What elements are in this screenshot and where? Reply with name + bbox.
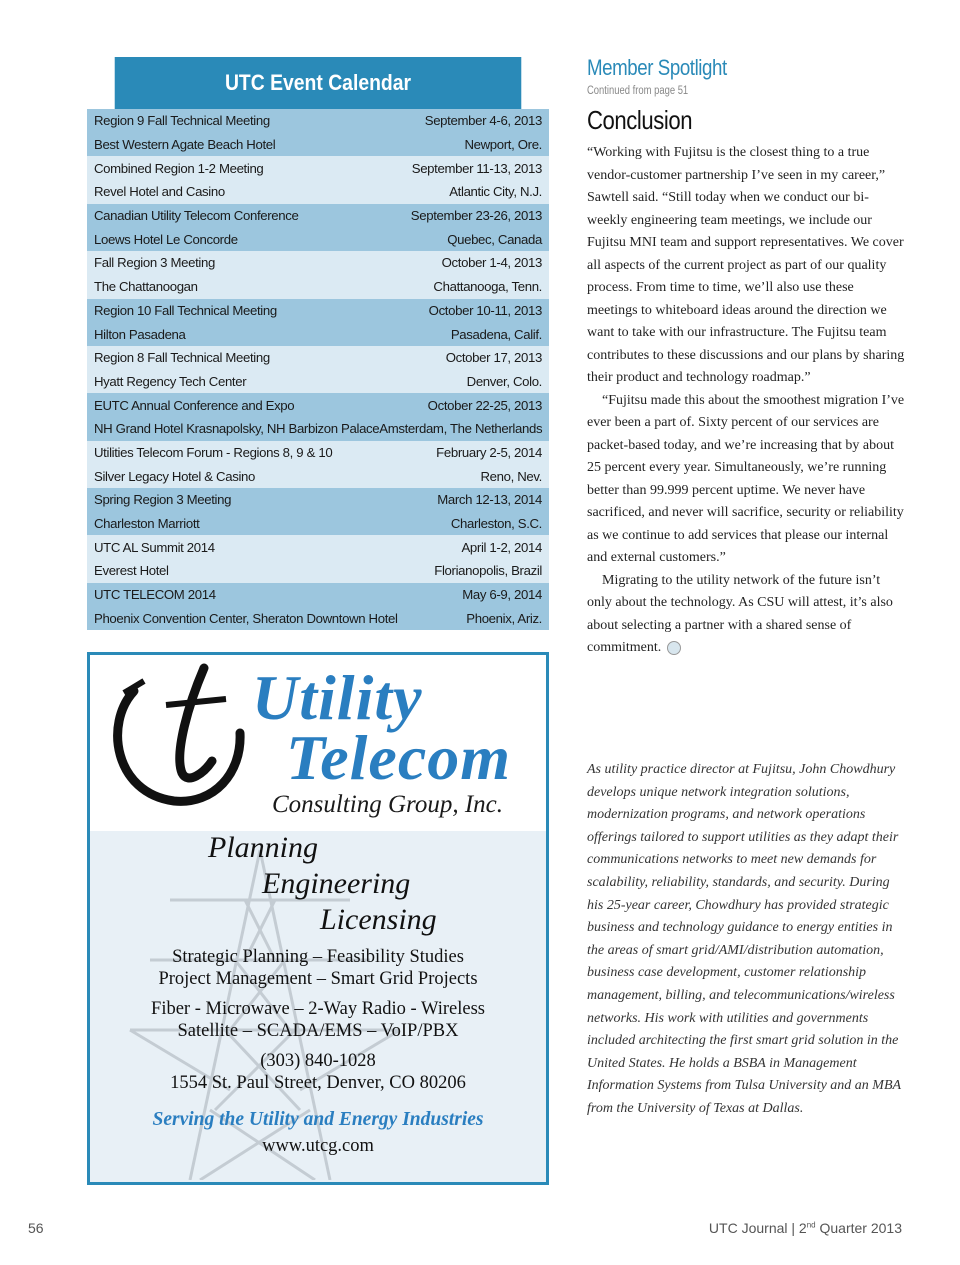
- event-detail: September 23-26, 2013: [410, 208, 542, 224]
- article-body: [587, 142, 905, 660]
- event-name: Everest Hotel: [94, 563, 169, 579]
- event-detail: Phoenix, Ariz.: [466, 610, 542, 626]
- service-licensing: Licensing: [320, 903, 437, 936]
- event-name: Region 8 Fall Technical Meeting: [94, 350, 270, 366]
- event-name: Canadian Utility Telecom Conference: [94, 208, 299, 224]
- event-name: UTC TELECOM 2014: [94, 587, 216, 603]
- calendar-row: [87, 180, 549, 204]
- event-calendar: [87, 57, 549, 637]
- calendar-row: [87, 204, 549, 228]
- ad-address: 1554 St. Paul Street, Denver, CO 80206: [170, 1073, 466, 1093]
- calendar-row: [87, 156, 549, 180]
- event-detail: Florianopolis, Brazil: [434, 563, 542, 579]
- journal-footer: [709, 1220, 902, 1236]
- calendar-row: [87, 133, 549, 157]
- event-name: NH Grand Hotel Krasnapolsky, NH Barbizon Palace: [94, 421, 380, 437]
- service-engineering: Engineering: [262, 867, 411, 900]
- ad-tagline: Serving the Utility and Energy Industries: [152, 1109, 484, 1130]
- calendar-title: UTC Event Calendar: [115, 57, 522, 109]
- event-detail: September 11-13, 2013: [411, 160, 542, 176]
- calendar-row: [87, 322, 549, 346]
- continued-note: Continued from page 51: [587, 85, 689, 97]
- ordinal-suffix: nd: [806, 1220, 816, 1230]
- ad-line-strategic: Strategic Planning – Feasibility Studies: [172, 947, 464, 967]
- ad-website: www.utcg.com: [262, 1136, 374, 1156]
- event-name: Hyatt Regency Tech Center: [94, 373, 247, 389]
- event-name: Loews Hotel Le Concorde: [94, 231, 238, 247]
- event-detail: October 1-4, 2013: [441, 255, 542, 271]
- event-detail: Quebec, Canada: [447, 231, 542, 247]
- article-paragraph-text: Migrating to the utility network of the future isn’t only about the technology. As CSU will attest, it’s also about selecting a partner with a shared sense of commitment.: [587, 572, 893, 655]
- event-detail: May 6-9, 2014: [462, 587, 542, 603]
- event-name: The Chattanoogan: [94, 279, 198, 295]
- logo-word-utility: Utility: [252, 662, 423, 733]
- utility-telecom-ad: [87, 652, 549, 1185]
- event-name: Best Western Agate Beach Hotel: [94, 137, 276, 153]
- event-detail: Pasadena, Calif.: [450, 326, 542, 342]
- article-column: [587, 55, 905, 660]
- journal-name: UTC Journal | 2: [708, 1220, 807, 1236]
- calendar-row: [87, 275, 549, 299]
- calendar-row: [87, 441, 549, 465]
- calendar-row: [87, 227, 549, 251]
- article-paragraph-last: [587, 570, 905, 660]
- event-detail: October 10-11, 2013: [428, 302, 542, 318]
- calendar-row: [87, 464, 549, 488]
- calendar-row: [87, 346, 549, 370]
- event-name: Fall Region 3 Meeting: [94, 255, 215, 271]
- event-name: Silver Legacy Hotel & Casino: [94, 468, 255, 484]
- calendar-row: [87, 109, 549, 133]
- page-number: 56: [28, 1220, 44, 1236]
- event-detail: Newport, Ore.: [464, 137, 542, 153]
- article-heading: Conclusion: [587, 105, 693, 135]
- calendar-row: [87, 488, 549, 512]
- event-detail: Denver, Colo.: [466, 373, 542, 389]
- calendar-row: [87, 606, 549, 630]
- calendar-row: [87, 417, 549, 441]
- logo-word-telecom: Telecom: [286, 722, 511, 793]
- ad-line-fiber: Fiber - Microwave – 2-Way Radio - Wireless: [151, 999, 485, 1019]
- end-mark-icon: [667, 641, 681, 655]
- ad-line-satellite: Satellite – SCADA/EMS – VoIP/PBX: [177, 1021, 459, 1041]
- company-name: Consulting Group, Inc.: [272, 791, 504, 818]
- calendar-rows: [87, 109, 549, 630]
- event-detail: February 2-5, 2014: [436, 444, 542, 460]
- service-planning: Planning: [208, 831, 318, 864]
- calendar-row: [87, 512, 549, 536]
- section-title: Member Spotlight: [587, 55, 727, 80]
- event-name: Utilities Telecom Forum - Regions 8, 9 & 10: [94, 444, 333, 460]
- event-detail: Amsterdam, The Netherlands: [379, 421, 543, 437]
- event-detail: April 1-2, 2014: [461, 539, 542, 555]
- calendar-row: [87, 535, 549, 559]
- calendar-row: [87, 393, 549, 417]
- calendar-row: [87, 251, 549, 275]
- author-bio: As utility practice director at Fujitsu, John Chowdhury develops unique network integration solutions, modernization programs, and network operations offerings tailored to support utilities as they adapt their communications networks to meet new demands for scalability, reliability, standards, and security. During his 25-year career, Chowdhury has provided strategic business and technology guidance to energy entities in the areas of smart grid/AMI/distribution automation, business case development, customer relationship management, billing, and telecommunications/wireless networks. His work with utilities and governments included architecting the first smart grid solution in the United States. He holds a BSBA in Management Information Systems from Tulsa University and an MBA from the University of Texas at Dallas.: [587, 762, 901, 1116]
- event-detail: October 17, 2013: [445, 350, 542, 366]
- event-detail: Reno, Nev.: [480, 468, 542, 484]
- event-detail: Charleston, S.C.: [450, 516, 542, 532]
- event-detail: March 12-13, 2014: [437, 492, 542, 508]
- calendar-row: [87, 583, 549, 607]
- ut-logo-icon: [104, 663, 254, 813]
- quarter-text: Quarter 2013: [815, 1220, 902, 1236]
- event-detail: Chattanooga, Tenn.: [433, 279, 542, 295]
- article-paragraph: “Fujitsu made this about the smoothest migration I’ve ever been a part of. Sixty percent of our services are packet-based today, and we’re increasing that by about 25 percent every year. Simultaneously, we’re running better than 99.999 percent uptime. We never have sacrificed, and never will sacrifice, security or reliability as we continue to add services that please our internal and external customers.”: [587, 392, 905, 565]
- ad-line-project: Project Management – Smart Grid Projects: [158, 969, 478, 989]
- event-name: Phoenix Convention Center, Sheraton Downtown Hotel: [94, 610, 398, 626]
- event-detail: Atlantic City, N.J.: [449, 184, 542, 200]
- event-name: Hilton Pasadena: [94, 326, 186, 342]
- ad-phone: (303) 840-1028: [260, 1051, 376, 1071]
- event-name: Combined Region 1-2 Meeting: [94, 160, 264, 176]
- calendar-row: [87, 559, 549, 583]
- event-name: UTC AL Summit 2014: [94, 539, 215, 555]
- event-detail: September 4-6, 2013: [424, 113, 542, 129]
- article-paragraph: “Working with Fujitsu is the closest thing to a true vendor-customer partnership I’ve seen in my career,” Sawtell said. “Still today when we conduct our bi-weekly engineering team meetings, we include our Fujitsu MNI team and support representatives. We cover all aspects of the current project as part of our quality process. From time to time, we’ll also use these meetings to whiteboard ideas around the direction we want to take with our infrastructure. The Fujitsu team contributes to these discussions and our plans by sharing their product and technology roadmap.”: [587, 145, 905, 385]
- event-name: Charleston Marriott: [94, 516, 200, 532]
- calendar-row: [87, 370, 549, 394]
- event-name: Region 9 Fall Technical Meeting: [94, 113, 270, 129]
- calendar-row: [87, 299, 549, 323]
- event-name: EUTC Annual Conference and Expo: [94, 397, 295, 413]
- event-name: Revel Hotel and Casino: [94, 184, 225, 200]
- event-name: Region 10 Fall Technical Meeting: [94, 302, 277, 318]
- event-detail: October 22-25, 2013: [427, 397, 542, 413]
- event-name: Spring Region 3 Meeting: [94, 492, 232, 508]
